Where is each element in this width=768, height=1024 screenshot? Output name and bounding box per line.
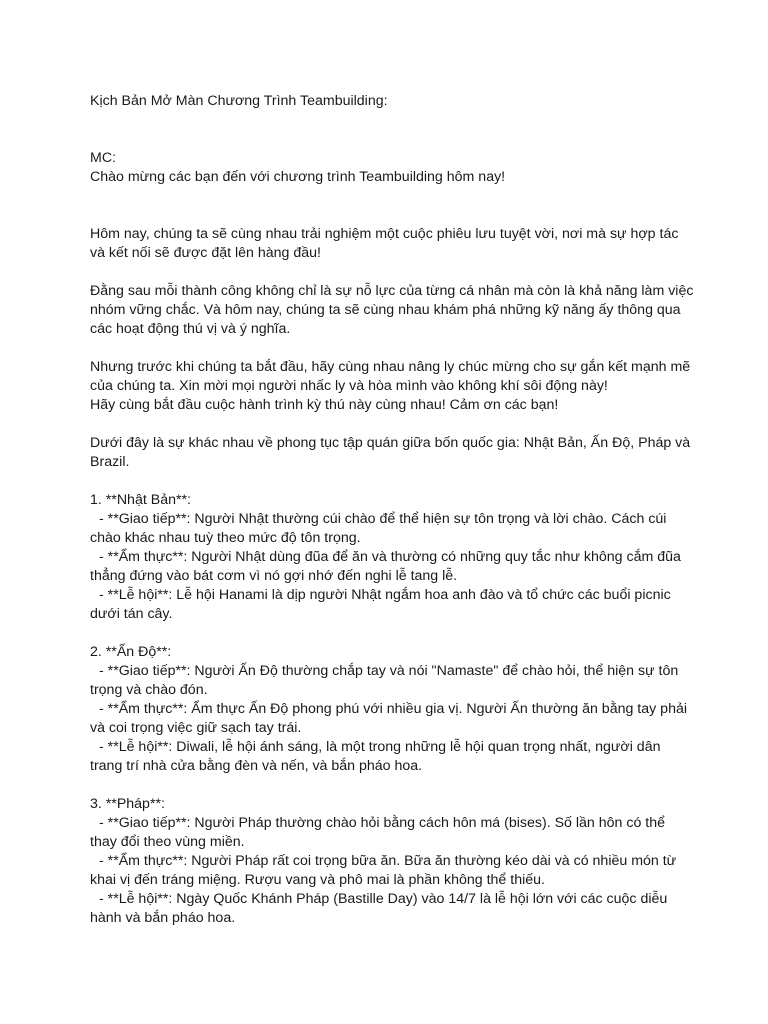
mc-greeting: Chào mừng các bạn đến với chương trình Teambuilding hôm nay! [90, 169, 506, 185]
section-japan [90, 491, 690, 624]
text-line: - **Lễ hội**: Lễ hội Hanami là dịp người Nhật ngắm hoa anh đào và tổ chức các buổi picnic [99, 587, 671, 603]
text-line: Hôm nay, chúng ta sẽ cùng nhau trải nghiệm một cuộc phiêu lưu tuyệt vời, nơi mà sự hợp tác [90, 226, 679, 242]
text-line: và coi trọng việc giữ sạch tay trái. [90, 720, 302, 736]
paragraph-customs-intro [90, 434, 690, 472]
text-line: - **Giao tiếp**: Người Nhật thường cúi chào để thể hiện sự tôn trọng và lời chào. Cách cúi [99, 511, 667, 527]
section-heading: 1. **Nhật Bản**: [90, 492, 191, 508]
text-line: của chúng ta. Xin mời mọi người nhấc ly và hòa mình vào không khí sôi động này! [90, 378, 608, 394]
text-line: - **Ẩm thực**: Người Pháp rất coi trọng bữa ăn. Bữa ăn thường kéo dài và có nhiều món từ [99, 853, 677, 869]
text-line: hành và bắn pháo hoa. [90, 910, 236, 926]
text-line: và kết nối sẽ được đặt lên hàng đầu! [90, 245, 321, 261]
section-heading: 2. **Ấn Độ**: [90, 644, 172, 660]
document-title: Kịch Bản Mở Màn Chương Trình Teambuilding: [90, 93, 388, 109]
text-line: - **Giao tiếp**: Người Pháp thường chào hỏi bằng cách hôn má (bises). Số lần hôn có thể [99, 815, 666, 831]
section-heading: 3. **Pháp**: [90, 796, 165, 812]
text-line: Brazil. [90, 454, 130, 470]
text-line: thẳng đứng vào bát cơm vì nó gợi nhớ đến nghi lễ tang lễ. [90, 568, 458, 584]
text-line: - **Ẩm thực**: Người Nhật dùng đũa để ăn và thường có những quy tắc như không cắm đũa [99, 549, 681, 565]
section-india [90, 643, 690, 776]
text-line: - **Lễ hội**: Ngày Quốc Khánh Pháp (Bastille Day) vào 14/7 là lễ hội lớn với các cuộc diễu [99, 891, 668, 907]
text-line: - **Lễ hội**: Diwali, lễ hội ánh sáng, là một trong những lễ hội quan trọng nhất, người dân [99, 739, 661, 755]
text-line: dưới tán cây. [90, 606, 173, 622]
paragraph-teamwork [90, 282, 694, 339]
text-line: - **Ẩm thực**: Ẩm thực Ấn Độ phong phú với nhiều gia vị. Người Ấn thường ăn bằng tay phải [99, 701, 687, 717]
section-france [90, 795, 690, 928]
paragraph-toast [90, 358, 690, 415]
paragraph-intro [90, 225, 690, 263]
text-line: Nhưng trước khi chúng ta bắt đầu, hãy cùng nhau nâng ly chúc mừng cho sự gắn kết mạnh mẽ [90, 359, 691, 375]
text-line: trang trí nhà cửa bằng đèn và nến, và bắn pháo hoa. [90, 758, 423, 774]
text-line: Đằng sau mỗi thành công không chỉ là sự nỗ lực của từng cá nhân mà còn là khả năng làm việc [90, 283, 694, 299]
mc-label: MC: [90, 150, 117, 166]
text-line: khai vị đến tráng miệng. Rượu vang và phô mai là phần không thể thiếu. [90, 872, 545, 888]
text-line: thay đổi theo vùng miền. [90, 834, 245, 850]
text-line: trọng và chào đón. [90, 682, 208, 698]
text-line: Dưới đây là sự khác nhau về phong tục tập quán giữa bốn quốc gia: Nhật Bản, Ấn Độ, Pháp và [90, 435, 691, 451]
document-body [90, 92, 694, 928]
text-line: Hãy cùng bắt đầu cuộc hành trình kỳ thú này cùng nhau! Cảm ơn các bạn! [90, 397, 559, 413]
text-line: chào khác nhau tuỳ theo mức độ tôn trọng. [90, 530, 361, 546]
text-line: các hoạt động thú vị và ý nghĩa. [90, 321, 291, 337]
text-line: nhóm vững chắc. Và hôm nay, chúng ta sẽ cùng nhau khám phá những kỹ năng ấy thông qua [90, 302, 681, 318]
text-line: - **Giao tiếp**: Người Ấn Độ thường chắp tay và nói "Namaste" để chào hỏi, thể hiện sự tôn [99, 663, 679, 679]
